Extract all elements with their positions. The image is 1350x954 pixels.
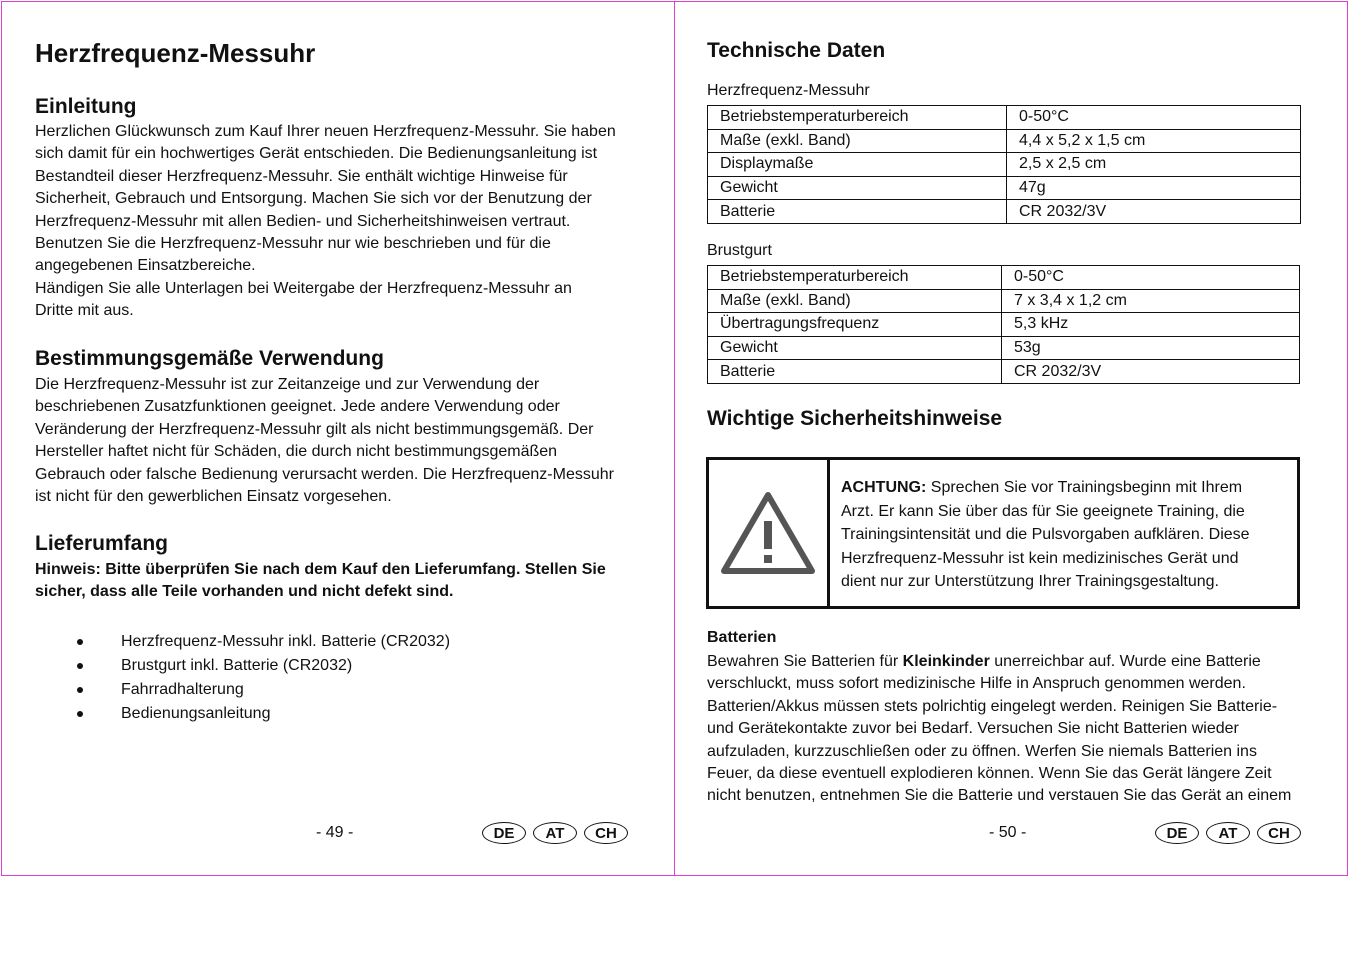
list-item-text: Bedienungsanleitung (121, 705, 271, 722)
table-cell: 0-50°C (1007, 106, 1301, 130)
bullet-icon (77, 663, 83, 669)
text-span: Sprechen Sie vor Trainingsbeginn mit Ihrem (926, 479, 1243, 496)
page-title: Herzfrequenz-Messuhr (35, 38, 316, 68)
text-line: ist nicht für den gewerblichen Einsatz vorgesehen. (35, 488, 392, 506)
text-line: Trainingsintensität und die Pulsvorgaben aufklären. Diese (841, 526, 1250, 543)
bullet-icon (77, 687, 83, 693)
page-number: - 50 - (989, 824, 1027, 841)
country-badge-at: AT (533, 822, 577, 844)
table-row (708, 360, 1300, 384)
list-item (35, 678, 450, 702)
text-line: Benutzen Sie die Herzfrequenz-Messuhr nur wie beschrieben und für die (35, 235, 551, 253)
sicherheitshinweise-heading: Wichtige Sicherheitshinweise (707, 407, 1003, 430)
list-item-text: Brustgurt inkl. Batterie (CR2032) (121, 657, 353, 674)
text-line: sicher, dass alle Teile vorhanden und nicht defekt sind. (35, 583, 454, 601)
right-page (675, 1, 1348, 876)
table-row (708, 336, 1300, 360)
bullet-icon (77, 711, 83, 717)
text-line: Veränderung der Herzfrequenz-Messuhr gilt als nicht bestimmungsgemäß. Der (35, 420, 594, 438)
einleitung-text (35, 121, 616, 323)
table-cell: Displaymaße (708, 153, 1007, 177)
text-line: dient nur zur Unterstützung Ihrer Trainingsgestaltung. (841, 573, 1219, 590)
warning-label: ACHTUNG: (841, 479, 927, 496)
table-row (708, 313, 1300, 337)
list-item (35, 654, 450, 678)
text-line: beschriebenen Zusatzfunktionen geeignet. Jede andere Verwendung oder (35, 398, 560, 416)
text-line: Bestandteil dieser Herzfrequenz-Messuhr. Sie enthält wichtige Hinweise für (35, 167, 568, 185)
table-cell: 47g (1007, 176, 1301, 200)
text-line: Sicherheit, Gebrauch und Entsorgung. Machen Sie sich vor der Benutzung der (35, 190, 592, 208)
country-badge-ch: CH (1257, 822, 1301, 844)
lieferumfang-heading: Lieferumfang (35, 532, 169, 555)
text-line (707, 651, 1291, 673)
text-line: Hinweis: Bitte überprüfen Sie nach dem Kauf den Lieferumfang. Stellen Sie (35, 561, 606, 578)
strap-spec-table (707, 265, 1300, 384)
text-line: und Gerätekontakte zuvor bei Bedarf. Versuchen Sie nicht Batterien wieder (707, 720, 1239, 738)
list-item-text: Fahrradhalterung (121, 681, 244, 698)
table-cell: 2,5 x 2,5 cm (1007, 153, 1301, 177)
table-cell: 7 x 3,4 x 1,2 cm (1002, 289, 1300, 313)
bullet-icon (77, 639, 83, 645)
lieferumfang-hint (35, 559, 606, 604)
country-badge-de: DE (482, 822, 526, 844)
country-badge-ch: CH (584, 822, 628, 844)
list-item (35, 630, 450, 654)
text-line: Batterien/Akkus müssen stets polrichtig eingelegt werden. Reinigen Sie Batterie- (707, 697, 1278, 715)
table-cell: Maße (exkl. Band) (708, 129, 1007, 153)
text-line: Gebrauch oder falsche Bedienung verursacht werden. Die Herzfrequenz-Messuhr (35, 465, 614, 483)
table-row (708, 153, 1301, 177)
table-cell: Batterie (708, 200, 1007, 224)
verwendung-text (35, 374, 614, 508)
text-line: verschluckt, muss sofort medizinische Hilfe in Anspruch genommen werden. (707, 675, 1246, 693)
table-cell: Übertragungsfrequenz (708, 313, 1002, 337)
table-cell: Gewicht (708, 336, 1002, 360)
page-number: - 49 - (316, 824, 354, 841)
table-cell: 0-50°C (1002, 266, 1300, 290)
text-line: Dritte mit aus. (35, 302, 134, 320)
table-cell: 5,3 kHz (1002, 313, 1300, 337)
text-line: angegebenen Einsatzbereiche. (35, 257, 256, 275)
country-badges (482, 822, 628, 844)
list-item (35, 702, 450, 726)
text-line: Arzt. Er kann Sie über das für Sie geeignete Training, die (841, 502, 1245, 520)
text-line: Feuer, da diese eventuell explodieren können. Wenn Sie das Gerät längere Zeit (707, 765, 1272, 783)
text-line: Händigen Sie alle Unterlagen bei Weitergabe der Herzfrequenz-Messuhr an (35, 279, 572, 297)
text-line: Hersteller haftet nicht für Schäden, die durch nicht bestimmungsgemäßen (35, 443, 558, 461)
lieferumfang-list (35, 630, 450, 726)
table-cell: Gewicht (708, 176, 1007, 200)
batterien-heading: Batterien (707, 629, 777, 646)
list-item-text: Herzfrequenz-Messuhr inkl. Batterie (CR2032) (121, 633, 451, 650)
text-line: Herzfrequenz-Messuhr ist kein medizinisches Gerät und (841, 549, 1239, 567)
table-cell: Betriebstemperaturbereich (708, 106, 1007, 130)
text-span: unerreichbar auf. Wurde eine Batterie (989, 653, 1261, 670)
text-line (841, 476, 1250, 500)
table-row (708, 129, 1301, 153)
warning-icon-cell (709, 460, 830, 606)
verwendung-heading: Bestimmungsgemäße Verwendung (35, 347, 384, 370)
text-line: Herzfrequenz-Messuhr mit allen Bedien- und Sicherheitshinweisen vertraut. (35, 212, 571, 230)
warning-box (706, 457, 1300, 609)
table-cell: Maße (exkl. Band) (708, 289, 1002, 313)
table-cell: CR 2032/3V (1007, 200, 1301, 224)
watch-spec-table (707, 105, 1301, 224)
batterien-text (707, 651, 1291, 808)
table-row (708, 106, 1301, 130)
table-cell: CR 2032/3V (1002, 360, 1300, 384)
strap-table-caption: Brustgurt (707, 242, 772, 259)
text-line: sich damit für ein hochwertiges Gerät entschieden. Die Bedienungsanleitung ist (35, 145, 598, 163)
warning-triangle-icon (719, 489, 817, 577)
country-badge-de: DE (1155, 822, 1199, 844)
table-cell: Betriebstemperaturbereich (708, 266, 1002, 290)
left-page (1, 1, 675, 876)
table-row (708, 200, 1301, 224)
table-cell: 4,4 x 5,2 x 1,5 cm (1007, 129, 1301, 153)
watch-table-caption: Herzfrequenz-Messuhr (707, 82, 870, 99)
table-row (708, 289, 1300, 313)
country-badges (1155, 822, 1301, 844)
text-line: nicht benutzen, entnehmen Sie die Batterie und verstauen Sie das Gerät an einem (707, 787, 1292, 805)
table-cell: Batterie (708, 360, 1002, 384)
table-row (708, 266, 1300, 290)
warning-text (830, 460, 1264, 606)
einleitung-heading: Einleitung (35, 95, 137, 118)
text-line: aufzuladen, kurzzuschließen oder zu öffnen. Werfen Sie niemals Batterien ins (707, 742, 1257, 760)
text-line: Herzlichen Glückwunsch zum Kauf Ihrer neuen Herzfrequenz-Messuhr. Sie haben (35, 123, 616, 140)
text-line: Die Herzfrequenz-Messuhr ist zur Zeitanzeige und zur Verwendung der (35, 376, 540, 393)
country-badge-at: AT (1206, 822, 1250, 844)
text-span: Bewahren Sie Batterien für (707, 653, 903, 670)
technische-daten-heading: Technische Daten (707, 39, 886, 62)
table-row (708, 176, 1301, 200)
text-span: Kleinkinder (902, 653, 990, 670)
table-cell: 53g (1002, 336, 1300, 360)
